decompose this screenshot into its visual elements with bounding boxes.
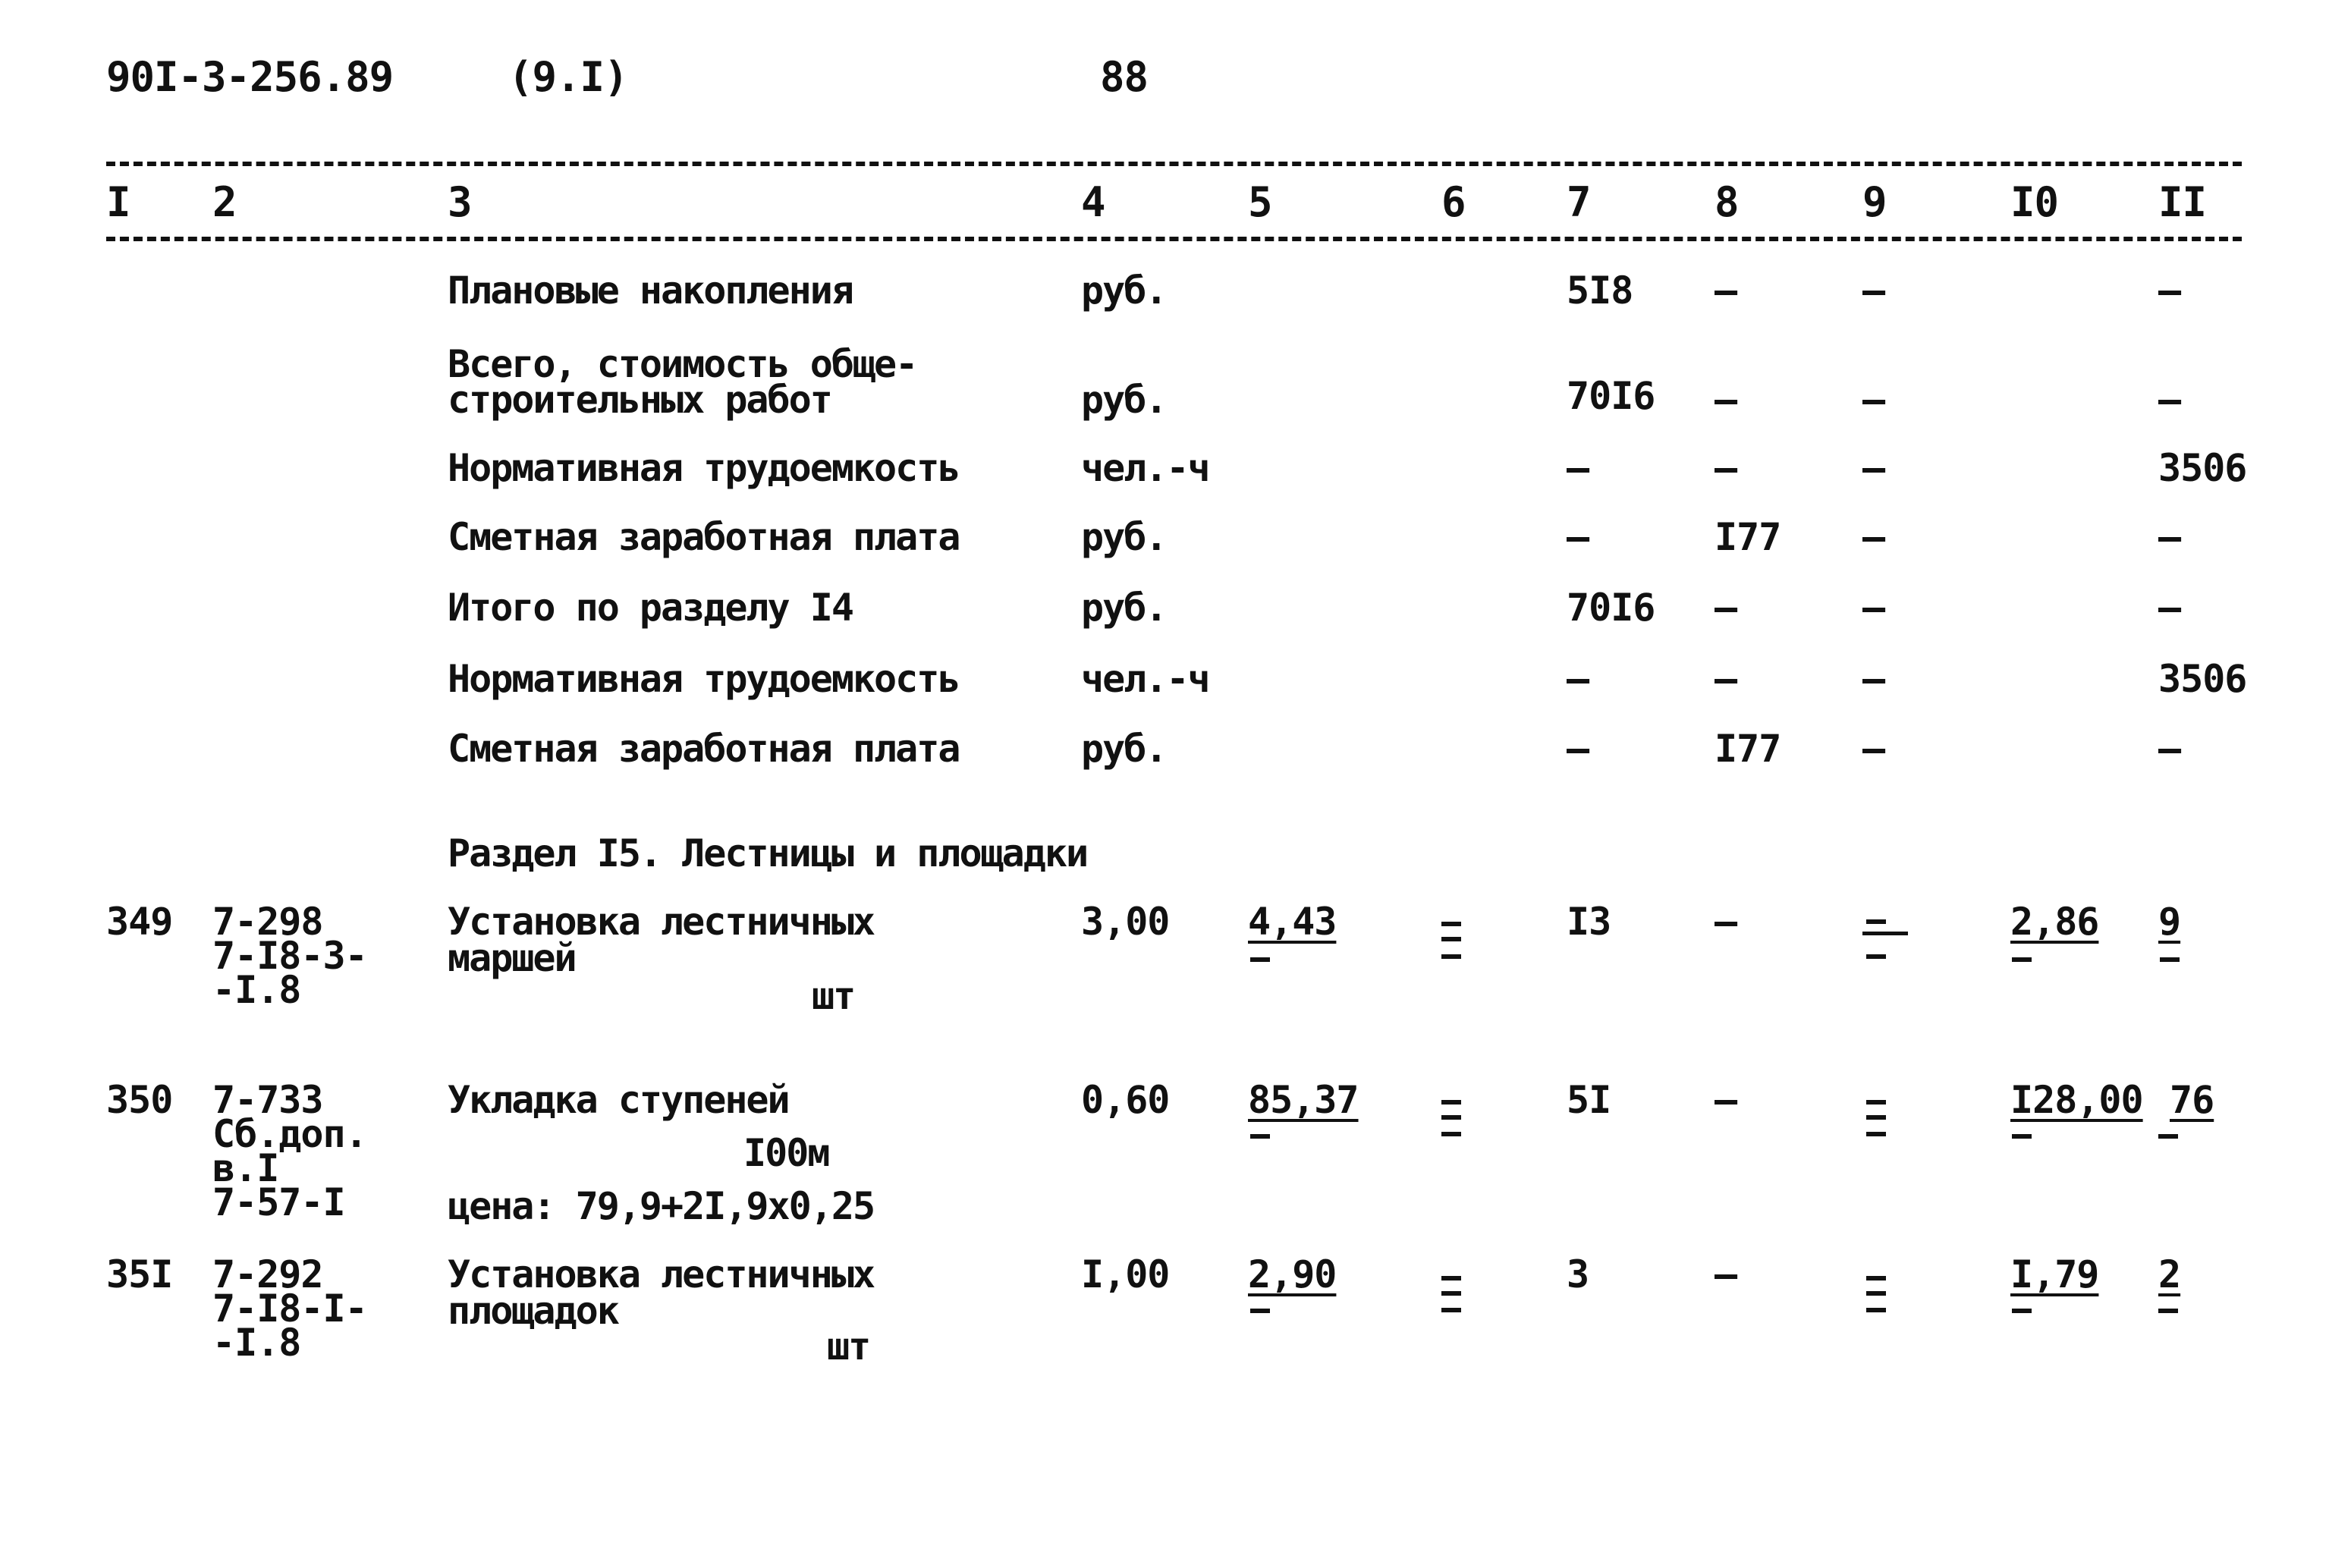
- equals-mark: [1441, 1276, 1461, 1280]
- item-unit-price: 4,43: [1248, 900, 1337, 944]
- row-col8: –: [1715, 446, 1737, 490]
- column-header-9: 9: [1862, 178, 1887, 226]
- row-col11: 3506: [2158, 657, 2247, 701]
- row-col9: –: [1862, 586, 1885, 630]
- row-unit: руб.: [1081, 586, 1167, 630]
- row-unit: чел.-ч: [1081, 446, 1209, 490]
- item-col7: 5I: [1567, 1078, 1611, 1122]
- row-col8: I77: [1715, 515, 1781, 559]
- equals-mark: [1866, 919, 1886, 924]
- dash-mark: [2158, 1309, 2178, 1313]
- section-reference: (9.I): [508, 53, 628, 101]
- equals-mark: [1866, 1291, 1886, 1296]
- item-number: 349: [106, 900, 173, 944]
- item-quantity: 3,00: [1081, 900, 1170, 944]
- page-number: 88: [1100, 53, 1149, 101]
- item-col8: –: [1715, 1252, 1737, 1296]
- column-header-2: 2: [212, 178, 237, 226]
- column-header-6: 6: [1441, 178, 1466, 226]
- equals-mark: [1441, 1291, 1461, 1296]
- column-header-11: II: [2158, 178, 2207, 226]
- row-label-line2: строительных работ: [448, 378, 831, 422]
- header-top-rule: [106, 162, 2242, 166]
- equals-mark: [1441, 1100, 1461, 1105]
- equals-mark: [1866, 1276, 1886, 1280]
- row-col11: –: [2158, 727, 2181, 771]
- item-col8: –: [1715, 900, 1737, 944]
- equals-mark: [1441, 937, 1461, 941]
- dash-mark: [1250, 1309, 1270, 1313]
- row-label: Сметная заработная плата: [448, 727, 960, 771]
- item-code: -I.8: [212, 1321, 301, 1365]
- column-header-1: I: [106, 178, 130, 226]
- column-header-3: 3: [448, 178, 472, 226]
- dash-mark: [1250, 1134, 1270, 1139]
- item-description: Установка лестничных: [448, 900, 875, 944]
- row-label-line1: Всего, стоимость обще-: [448, 342, 917, 386]
- equals-mark: [1441, 954, 1461, 959]
- row-col7: –: [1567, 446, 1589, 490]
- row-col7: 5I8: [1567, 269, 1633, 313]
- row-col11: –: [2158, 378, 2181, 422]
- equals-mark: [1866, 1115, 1886, 1120]
- item-description: площадок: [448, 1289, 618, 1333]
- item-col10: I,79: [2010, 1252, 2099, 1296]
- item-quantity: 0,60: [1081, 1078, 1170, 1122]
- equals-mark: [1866, 954, 1886, 959]
- row-col7: 70I6: [1567, 586, 1655, 630]
- row-col8: –: [1715, 657, 1737, 701]
- row-col9: –: [1862, 269, 1885, 313]
- row-col9: –: [1862, 446, 1885, 490]
- dash-mark: [2160, 957, 2180, 962]
- item-unit: шт: [827, 1324, 870, 1368]
- item-code: 7-57-I: [212, 1180, 345, 1224]
- row-col9: –: [1862, 657, 1885, 701]
- dash-mark: [2012, 1309, 2032, 1313]
- item-code: 7-I8-I-: [212, 1287, 367, 1331]
- equals-mark: [1441, 1132, 1461, 1136]
- underline-mark: [1862, 932, 1908, 935]
- row-unit: руб.: [1081, 269, 1167, 313]
- column-header-10: I0: [2010, 178, 2059, 226]
- column-header-5: 5: [1248, 178, 1272, 226]
- item-col10: I28,00: [2010, 1078, 2143, 1122]
- section-title: Раздел I5. Лестницы и площадки: [448, 831, 1088, 875]
- row-unit: руб.: [1081, 727, 1167, 771]
- dash-mark: [2158, 1134, 2178, 1139]
- row-col8: –: [1715, 378, 1737, 422]
- equals-mark: [1866, 1308, 1886, 1312]
- row-unit: руб.: [1081, 378, 1167, 422]
- item-col11: 2: [2158, 1252, 2181, 1296]
- column-header-8: 8: [1715, 178, 1739, 226]
- item-number: 350: [106, 1078, 173, 1122]
- row-col8: –: [1715, 586, 1737, 630]
- header-bottom-rule: [106, 237, 2242, 241]
- item-unit: I00м: [743, 1131, 829, 1175]
- equals-mark: [1441, 922, 1461, 926]
- row-col9: –: [1862, 378, 1885, 422]
- column-header-4: 4: [1081, 178, 1105, 226]
- row-label: Нормативная трудоемкость: [448, 657, 960, 701]
- row-col9: –: [1862, 515, 1885, 559]
- item-col10: 2,86: [2010, 900, 2099, 944]
- row-label: Нормативная трудоемкость: [448, 446, 960, 490]
- row-col8: I77: [1715, 727, 1781, 771]
- row-col7: –: [1567, 515, 1589, 559]
- item-col8: –: [1715, 1078, 1737, 1122]
- item-description: Укладка ступеней: [448, 1078, 789, 1122]
- row-label: Сметная заработная плата: [448, 515, 960, 559]
- item-description: Установка лестничных: [448, 1252, 875, 1296]
- item-description: маршей: [448, 936, 576, 980]
- item-quantity: I,00: [1081, 1252, 1170, 1296]
- item-price-note: цена: 79,9+2I,9x0,25: [448, 1184, 875, 1228]
- dash-mark: [2012, 957, 2032, 962]
- item-code: 7-298: [212, 900, 323, 944]
- item-unit-price: 2,90: [1248, 1252, 1337, 1296]
- row-unit: чел.-ч: [1081, 657, 1209, 701]
- row-col9: –: [1862, 727, 1885, 771]
- row-col7: 70I6: [1567, 374, 1655, 418]
- row-col7: –: [1567, 727, 1589, 771]
- equals-mark: [1866, 1132, 1886, 1136]
- item-col7: 3: [1567, 1252, 1589, 1296]
- item-code: 7-733: [212, 1078, 323, 1122]
- row-col7: –: [1567, 657, 1589, 701]
- item-unit-price: 85,37: [1248, 1078, 1359, 1122]
- row-label: Итого по разделу I4: [448, 586, 853, 630]
- item-col11: 76: [2170, 1078, 2214, 1122]
- row-col11: 3506: [2158, 446, 2247, 490]
- item-code: -I.8: [212, 968, 301, 1012]
- item-code: Сб.доп.: [212, 1112, 367, 1156]
- dash-mark: [1250, 957, 1270, 962]
- item-number: 35I: [106, 1252, 173, 1296]
- document-code: 90I-3-256.89: [106, 53, 394, 101]
- item-col7: I3: [1567, 900, 1611, 944]
- row-col11: –: [2158, 269, 2181, 313]
- item-unit: шт: [812, 974, 855, 1018]
- row-col11: –: [2158, 586, 2181, 630]
- column-header-7: 7: [1567, 178, 1591, 226]
- item-col11: 9: [2158, 900, 2181, 944]
- item-code: 7-I8-3-: [212, 934, 367, 978]
- item-code: 7-292: [212, 1252, 323, 1296]
- equals-mark: [1866, 1100, 1886, 1105]
- dash-mark: [2012, 1134, 2032, 1139]
- equals-mark: [1441, 1115, 1461, 1120]
- row-label: Плановые накопления: [448, 269, 853, 313]
- row-col11: –: [2158, 515, 2181, 559]
- row-unit: руб.: [1081, 515, 1167, 559]
- item-code: в.I: [212, 1146, 279, 1190]
- equals-mark: [1441, 1308, 1461, 1312]
- row-col8: –: [1715, 269, 1737, 313]
